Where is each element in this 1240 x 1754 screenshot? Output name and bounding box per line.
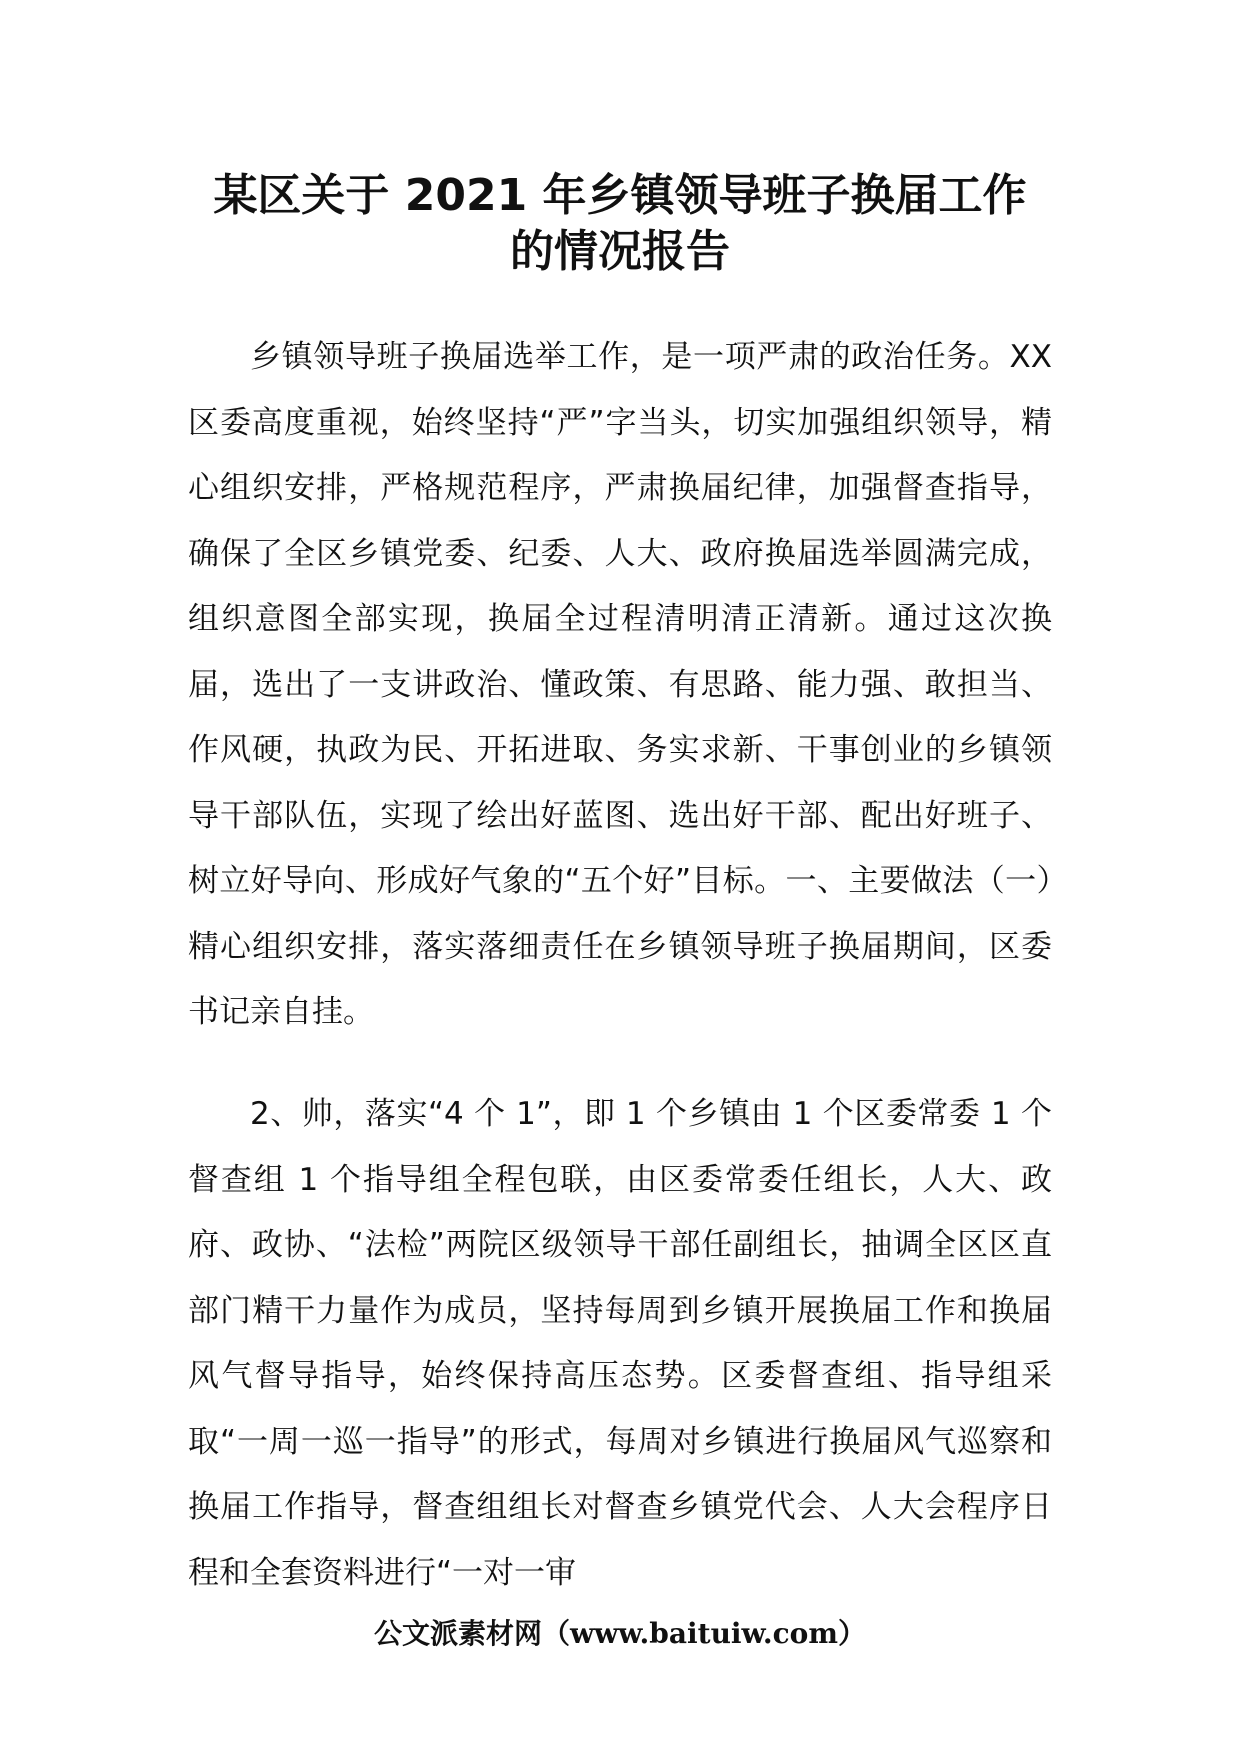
body-paragraph-2: 2、帅，落实“4 个 1”，即 1 个乡镇由 1 个区委常委 1 个督查组 1 个指导组全程包联，由区委常委任组长，人大、政府、政协、“法检”两院区级领导干部任副组长，抽调全区区直部门精干力量作为成员，坚持每周到乡镇开展换届工作和换届风气督导指导，始终保持高压态势。区委督查组、指导组采取“一周一巡一指导”的形式，每周对乡镇进行换届风气巡察和换届工作指导，督查组组长对督查乡镇党代会、人大会程序日程和全套资料进行“一对一审 [188, 1096, 1052, 1591]
body-paragraph-1: 乡镇领导班子换届选举工作，是一项严肃的政治任务。XX 区委高度重视，始终坚持“严”字当头，切实加强组织领导，精心组织安排，严格规范程序，严肃换届纪律，加强督查指导，确保了全区乡镇党委、纪委、人大、政府换届选举圆满完成，组织意图全部实现，换届全过程清明清正清新。通过这次换届，选出了一支讲政治、懂政策、有思路、能力强、敢担当、作风硬，执政为民、开拓进取、务实求新、干事创业的乡镇领导干部队伍，实现了绘出好蓝图、选出好干部、配出好班子、树立好导向、形成好气象的“五个好”目标。一、主要做法（一）精心组织安排，落实落细责任在乡镇领导班子换届期间，区委书记亲自挂。 [188, 339, 1052, 1030]
title-line-1: 某区关于 2021 年乡镇领导班子换届工作 [213, 170, 1027, 221]
footer-source: 公文派素材网（www.baituiw.com） [374, 1617, 866, 1650]
document-title [140, 168, 1100, 280]
title-line-2: 的情况报告 [510, 226, 730, 277]
